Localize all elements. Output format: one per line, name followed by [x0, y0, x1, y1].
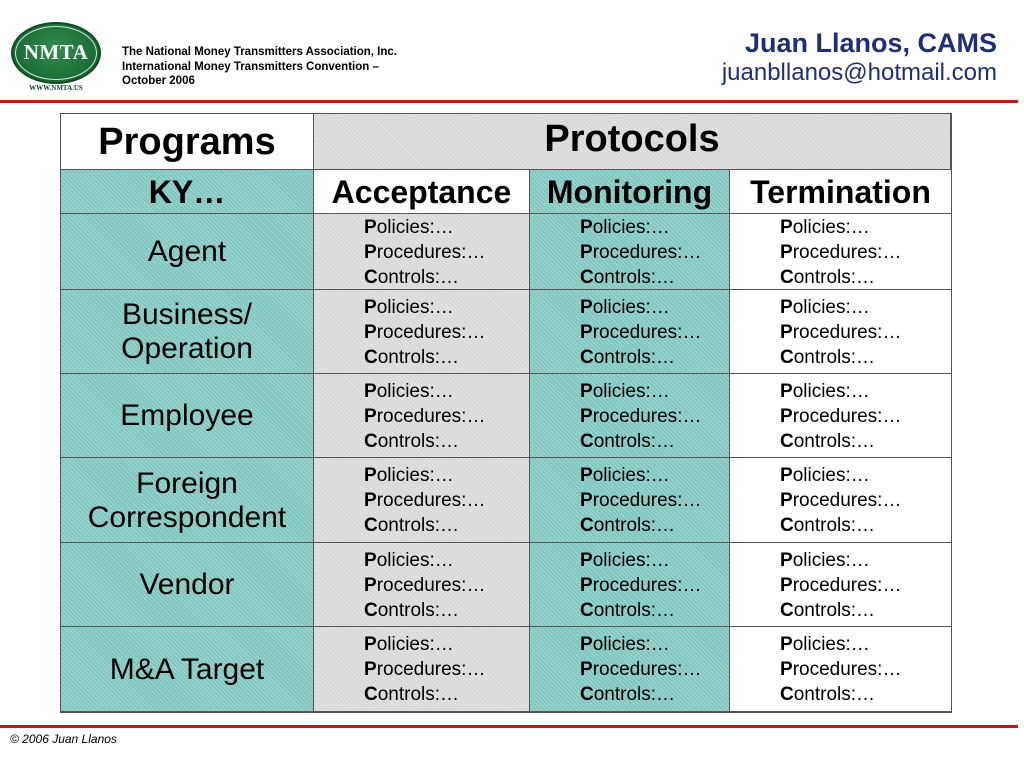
ppc-initial: C [364, 684, 378, 705]
ppc-text: rocedures:… [592, 490, 702, 511]
ppc-item [364, 215, 485, 240]
ppc-text: olicies:… [792, 549, 870, 571]
ppc-initial: P [364, 216, 377, 238]
ppc-item [580, 345, 701, 370]
ppc-text: olicies:… [792, 634, 870, 655]
ppc-initial: C [780, 430, 794, 452]
ppc-initial: P [364, 634, 377, 655]
acceptance-cell [314, 290, 530, 374]
logo-text: NMTA [23, 40, 89, 64]
ppc-item [580, 295, 701, 320]
ky-label: KY… [148, 174, 226, 210]
programs-header: Programs [98, 121, 276, 163]
ppc-text: ontrols:… [793, 515, 876, 536]
ppc-initial: P [580, 659, 593, 680]
ppc-initial: P [580, 465, 593, 486]
ppc-item [580, 513, 701, 538]
program-label-line: Foreign [136, 466, 238, 500]
ppc-item [780, 320, 901, 345]
ppc-initial: P [780, 241, 793, 263]
ppc-item [364, 379, 485, 404]
ppc-list [580, 463, 701, 538]
ppc-initial: P [580, 241, 593, 263]
ppc-text: olicies:… [376, 296, 454, 318]
ppc-item [580, 548, 701, 573]
ppc-initial: P [364, 574, 377, 596]
ppc-list [780, 295, 901, 370]
acceptance-cell [314, 214, 530, 290]
programs-protocols-table [60, 113, 952, 713]
ppc-text: ontrols:… [593, 515, 676, 536]
ppc-initial: P [580, 549, 593, 571]
ppc-list [780, 548, 901, 623]
termination-cell [730, 214, 951, 290]
program-label-line: Vendor [139, 568, 235, 601]
ppc-text: olicies:… [592, 296, 670, 318]
ppc-text: ontrols:… [377, 346, 460, 368]
ppc-text: olicies:… [792, 380, 870, 402]
ppc-text: olicies:… [376, 549, 454, 571]
ppc-initial: C [364, 346, 378, 368]
ppc-initial: C [580, 515, 594, 536]
ppc-item [580, 320, 701, 345]
ppc-list [780, 379, 901, 454]
ppc-initial: P [580, 321, 593, 343]
ppc-item [580, 404, 701, 429]
ppc-initial: P [780, 465, 793, 486]
ppc-initial: P [780, 216, 793, 238]
acceptance-cell [314, 374, 530, 458]
program-cell [61, 627, 314, 712]
program-label [61, 298, 313, 366]
author-email: juanbllanos@hotmail.com [721, 59, 997, 86]
monitoring-cell [530, 214, 730, 290]
ppc-item [580, 215, 701, 240]
ppc-item [780, 295, 901, 320]
nmta-logo [9, 22, 105, 94]
ppc-initial: C [364, 599, 378, 621]
ppc-text: rocedures:… [592, 241, 702, 263]
ppc-text: olicies:… [376, 634, 454, 655]
ppc-text: ontrols:… [377, 684, 460, 705]
ppc-text: olicies:… [592, 465, 670, 486]
ppc-item [780, 379, 901, 404]
ppc-item [580, 463, 701, 488]
ppc-initial: P [780, 659, 793, 680]
ppc-initial: C [580, 430, 594, 452]
bottom-divider [0, 725, 1018, 728]
program-cell [61, 374, 314, 458]
ppc-initial: P [580, 405, 593, 427]
ppc-text: rocedures:… [376, 321, 486, 343]
organization-info [122, 45, 482, 89]
ppc-initial: C [580, 346, 594, 368]
protocols-header: Protocols [544, 118, 720, 160]
ppc-item [580, 632, 701, 657]
ppc-text: ontrols:… [793, 684, 876, 705]
program-label-line: Agent [147, 235, 227, 268]
column-acceptance: Acceptance [331, 174, 512, 210]
ppc-initial: P [364, 490, 377, 511]
ppc-text: olicies:… [376, 380, 454, 402]
ppc-text: ontrols:… [593, 684, 676, 705]
ppc-initial: C [364, 266, 378, 288]
ppc-item [364, 463, 485, 488]
program-label [61, 568, 313, 602]
program-label [61, 467, 313, 535]
ppc-initial: P [364, 296, 377, 318]
programs-header-cell [61, 114, 314, 170]
ppc-item [780, 215, 901, 240]
ppc-item [364, 632, 485, 657]
monitoring-cell [530, 543, 730, 627]
ppc-item [580, 240, 701, 265]
termination-cell [730, 543, 951, 627]
ppc-item [364, 240, 485, 265]
ppc-text: ontrols:… [593, 346, 676, 368]
top-divider [0, 100, 1018, 103]
ppc-item [580, 598, 701, 623]
ppc-initial: P [780, 405, 793, 427]
ppc-list [364, 215, 485, 290]
ppc-list [580, 632, 701, 707]
program-cell [61, 543, 314, 627]
ppc-list [580, 295, 701, 370]
ppc-item [780, 240, 901, 265]
ppc-item [780, 265, 901, 290]
ppc-text: olicies:… [592, 549, 670, 571]
ppc-text: olicies:… [592, 216, 670, 238]
ppc-text: rocedures:… [792, 490, 902, 511]
ppc-item [780, 463, 901, 488]
column-monitoring: Monitoring [546, 174, 713, 210]
ppc-list [580, 548, 701, 623]
ppc-text: ontrols:… [377, 515, 460, 536]
ppc-initial: P [364, 405, 377, 427]
ppc-list [364, 548, 485, 623]
ppc-initial: C [580, 599, 594, 621]
ppc-text: rocedures:… [376, 574, 486, 596]
copyright-footer: © 2006 Juan Llanos [10, 732, 117, 746]
org-line-3: October 2006 [122, 75, 195, 87]
ppc-text: olicies:… [376, 465, 454, 486]
ppc-text: rocedures:… [792, 574, 902, 596]
ppc-item [364, 345, 485, 370]
ppc-text: rocedures:… [376, 241, 486, 263]
ppc-item [364, 404, 485, 429]
ppc-item [580, 379, 701, 404]
termination-cell [730, 290, 951, 374]
ppc-initial: P [780, 549, 793, 571]
ppc-initial: P [780, 321, 793, 343]
protocols-header-cell [314, 114, 951, 170]
ppc-initial: P [364, 321, 377, 343]
ppc-initial: C [780, 684, 794, 705]
program-cell [61, 458, 314, 543]
ppc-item [364, 598, 485, 623]
ppc-text: olicies:… [792, 296, 870, 318]
program-cell [61, 214, 314, 290]
ppc-item [580, 488, 701, 513]
ppc-initial: P [364, 465, 377, 486]
ppc-item [364, 488, 485, 513]
ppc-initial: P [580, 380, 593, 402]
ppc-item [580, 657, 701, 682]
ppc-initial: P [580, 574, 593, 596]
ppc-initial: C [780, 346, 794, 368]
ppc-text: ontrols:… [593, 430, 676, 452]
program-label-line: Employee [120, 399, 254, 432]
ppc-item [580, 265, 701, 290]
ppc-text: rocedures:… [792, 321, 902, 343]
ppc-text: ontrols:… [793, 266, 876, 288]
ppc-initial: P [364, 549, 377, 571]
ppc-text: olicies:… [592, 634, 670, 655]
monitoring-cell [530, 627, 730, 712]
ppc-list [780, 463, 901, 538]
ppc-item [780, 598, 901, 623]
ppc-text: ontrols:… [793, 599, 876, 621]
termination-header-cell [730, 170, 951, 214]
ppc-item [780, 345, 901, 370]
logo-url: WWW.NMTA.US [29, 84, 83, 92]
ppc-text: rocedures:… [592, 574, 702, 596]
ppc-item [580, 429, 701, 454]
termination-cell [730, 627, 951, 712]
ppc-initial: C [780, 266, 794, 288]
ppc-item [780, 548, 901, 573]
ppc-text: rocedures:… [592, 321, 702, 343]
ppc-item [780, 632, 901, 657]
ppc-text: ontrols:… [793, 346, 876, 368]
ppc-item [780, 573, 901, 598]
ppc-initial: C [780, 515, 794, 536]
ppc-initial: C [580, 266, 594, 288]
org-line-1: The National Money Transmitters Association, Inc. [122, 46, 397, 58]
author-name: Juan Llanos, CAMS [744, 28, 997, 58]
ppc-item [364, 513, 485, 538]
ppc-list [580, 215, 701, 290]
ppc-item [780, 488, 901, 513]
ppc-text: rocedures:… [792, 659, 902, 680]
monitoring-header-cell [530, 170, 730, 214]
acceptance-cell [314, 458, 530, 543]
program-label-line: Correspondent [87, 500, 287, 534]
ppc-text: olicies:… [792, 216, 870, 238]
ppc-text: ontrols:… [377, 430, 460, 452]
ppc-initial: P [780, 574, 793, 596]
ppc-text: ontrols:… [793, 430, 876, 452]
ky-header-cell [61, 170, 314, 214]
ppc-list [364, 632, 485, 707]
ppc-text: olicies:… [376, 216, 454, 238]
ppc-initial: C [364, 430, 378, 452]
ppc-text: rocedures:… [792, 241, 902, 263]
program-label-line: Operation [121, 332, 253, 365]
ppc-initial: P [580, 490, 593, 511]
ppc-list [780, 632, 901, 707]
ppc-item [780, 404, 901, 429]
org-line-2: International Money Transmitters Convention – [122, 60, 379, 73]
ppc-item [780, 682, 901, 707]
ppc-item [364, 295, 485, 320]
column-termination: Termination [750, 174, 931, 210]
ppc-initial: P [780, 490, 793, 511]
ppc-initial: P [364, 380, 377, 402]
ppc-text: rocedures:… [792, 405, 902, 427]
monitoring-cell [530, 458, 730, 543]
termination-cell [730, 374, 951, 458]
ppc-initial: P [780, 380, 793, 402]
ppc-text: olicies:… [592, 380, 670, 402]
ppc-list [780, 215, 901, 290]
ppc-initial: P [780, 634, 793, 655]
program-label-line: M&A Target [109, 652, 265, 686]
ppc-text: rocedures:… [592, 659, 702, 680]
acceptance-cell [314, 543, 530, 627]
ppc-initial: P [580, 634, 593, 655]
ppc-list [580, 379, 701, 454]
ppc-text: ontrols:… [377, 266, 460, 288]
ppc-initial: C [580, 684, 594, 705]
ppc-text: olicies:… [792, 465, 870, 486]
acceptance-cell [314, 627, 530, 712]
ppc-item [364, 657, 485, 682]
ppc-text: ontrols:… [377, 599, 460, 621]
ppc-initial: C [780, 599, 794, 621]
ppc-initial: P [580, 296, 593, 318]
ppc-item [364, 320, 485, 345]
program-label [61, 235, 313, 269]
program-label-line: Business/ [121, 298, 253, 331]
ppc-text: rocedures:… [592, 405, 702, 427]
ppc-initial: P [780, 296, 793, 318]
termination-cell [730, 458, 951, 543]
ppc-initial: P [364, 241, 377, 263]
acceptance-header-cell [314, 170, 530, 214]
ppc-list [364, 295, 485, 370]
ppc-item [780, 429, 901, 454]
ppc-initial: P [580, 216, 593, 238]
ppc-text: ontrols:… [593, 266, 676, 288]
monitoring-cell [530, 374, 730, 458]
ppc-initial: C [364, 515, 378, 536]
ppc-item [780, 657, 901, 682]
ppc-item [364, 548, 485, 573]
program-cell [61, 290, 314, 374]
ppc-initial: P [364, 659, 377, 680]
ppc-item [364, 265, 485, 290]
ppc-text: ontrols:… [593, 599, 676, 621]
program-label [61, 653, 313, 687]
ppc-item [364, 682, 485, 707]
ppc-item [780, 513, 901, 538]
ppc-item [364, 573, 485, 598]
ppc-list [364, 379, 485, 454]
ppc-text: rocedures:… [376, 659, 486, 680]
ppc-text: rocedures:… [376, 405, 486, 427]
program-label [61, 399, 313, 433]
ppc-item [580, 573, 701, 598]
ppc-item [364, 429, 485, 454]
ppc-list [364, 463, 485, 538]
monitoring-cell [530, 290, 730, 374]
ppc-text: rocedures:… [376, 490, 486, 511]
ppc-item [580, 682, 701, 707]
author-block [722, 28, 997, 87]
